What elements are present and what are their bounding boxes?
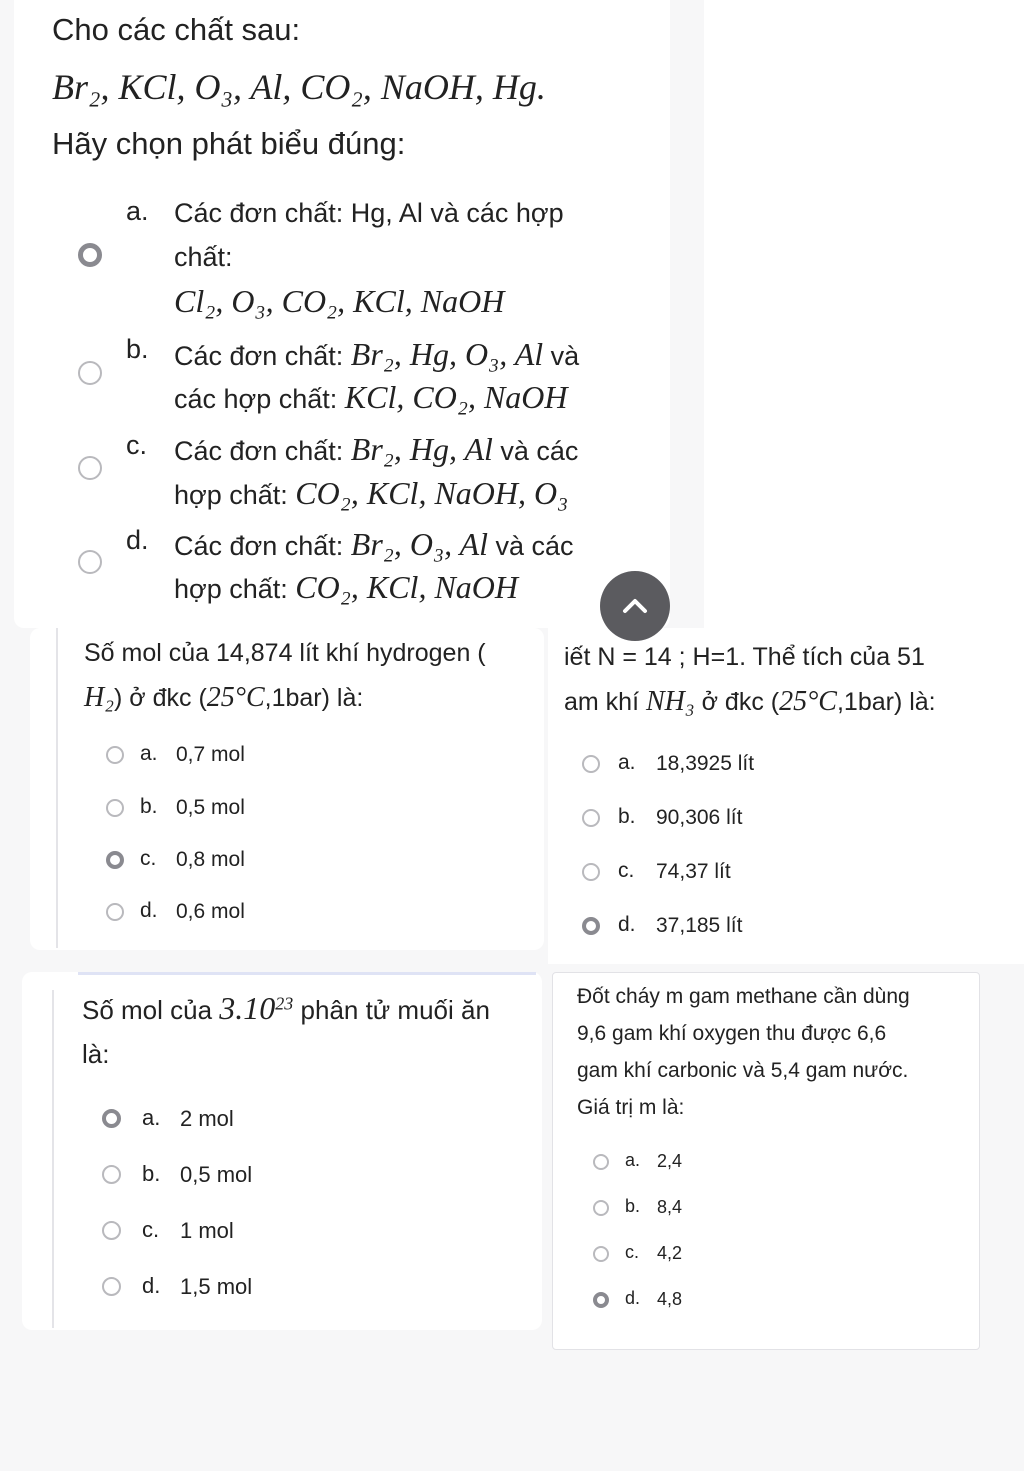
question-5-line: gam khí carbonic và 5,4 gam nước. [577, 1059, 909, 1082]
option-formula: Br₂, O₃, Al [350, 526, 489, 562]
option-text: Các đơn chất: [174, 436, 351, 466]
question-4-formula: 3.10 [219, 990, 276, 1026]
option-letter: d. [140, 899, 158, 922]
question-3-formula: NH₃ [645, 686, 695, 717]
option-text: và các [492, 436, 579, 466]
option-letter: a. [625, 1150, 641, 1170]
option-letter: d. [126, 525, 149, 555]
option-text-line [174, 563, 518, 613]
option-text: 18,3925 lít [656, 752, 755, 775]
radio-button[interactable] [78, 243, 102, 267]
question-2-text: ,1bar) là: [264, 684, 364, 712]
option-text-line: Các đơn chất: Hg, Al và các hợp [174, 198, 564, 228]
option-letter: b. [140, 795, 158, 818]
radio-button[interactable] [106, 851, 124, 869]
question-5-line: 9,6 gam khí oxygen thu được 6,6 [577, 1022, 887, 1045]
question-card-3 [548, 628, 1024, 964]
card-top-accent [78, 972, 536, 975]
radio-button[interactable] [106, 799, 124, 817]
question-card-2 [30, 628, 544, 950]
option-letter: b. [618, 805, 636, 828]
radio-button[interactable] [102, 1109, 121, 1128]
radio-button[interactable] [78, 550, 102, 574]
question-4-line2: là: [82, 1039, 110, 1069]
option-text: 1 mol [180, 1218, 234, 1243]
question-4-line1 [82, 984, 490, 1034]
radio-button[interactable] [593, 1246, 609, 1262]
radio-button[interactable] [593, 1154, 609, 1170]
radio-button[interactable] [582, 755, 600, 773]
option-letter: b. [625, 1196, 641, 1216]
question-1-prompt: Hãy chọn phát biểu đúng: [52, 126, 406, 161]
option-text: 37,185 lít [656, 914, 743, 937]
option-letter: a. [126, 196, 149, 226]
question-4-text: Số mol của [82, 995, 220, 1025]
radio-button[interactable] [78, 456, 102, 480]
option-letter: d. [625, 1288, 641, 1308]
option-letter: a. [140, 742, 158, 765]
option-formula: CO₂, KCl, NaOH [295, 569, 518, 605]
question-card-4 [22, 972, 542, 1330]
option-letter: a. [142, 1105, 161, 1130]
question-5-line: Giá trị m là: [577, 1096, 685, 1119]
option-formula: Cl₂, O₃, CO₂, KCl, NaOH [174, 283, 505, 319]
option-text: 0,7 mol [176, 743, 245, 766]
question-card-1 [14, 0, 670, 628]
question-2-formula: H₂ [84, 682, 114, 713]
option-text: 74,37 lít [656, 860, 731, 883]
option-text: 1,5 mol [180, 1274, 253, 1299]
question-3-text: ,1bar) là: [836, 688, 936, 716]
question-3-temp: 25°C [779, 686, 837, 717]
radio-button[interactable] [593, 1200, 609, 1216]
radio-button[interactable] [106, 746, 124, 764]
option-letter: c. [142, 1217, 160, 1242]
question-card-5 [552, 972, 980, 1350]
question-4-text: phân tử muối ăn [293, 995, 490, 1025]
option-text: 0,5 mol [176, 796, 245, 819]
question-5-line: Đốt cháy m gam methane cần dùng [577, 985, 910, 1008]
option-formula: CO₂, KCl, NaOH, O₃ [295, 475, 569, 511]
question-1-intro: Cho các chất sau: [52, 12, 301, 47]
question-3-text: ở đkc ( [694, 688, 780, 716]
option-letter: d. [142, 1273, 161, 1298]
option-text: Các đơn chất: [174, 531, 351, 561]
radio-button[interactable] [582, 863, 600, 881]
option-text: hợp chất: [174, 480, 296, 510]
question-3-line1: iết N = 14 ; H=1. Thể tích của 51 [564, 643, 925, 671]
option-letter: c. [140, 847, 157, 870]
chevron-up-icon [621, 597, 649, 615]
option-formula: Br₂, Hg, O₃, Al [350, 336, 544, 372]
option-letter: b. [142, 1161, 161, 1186]
question-4-exponent: 23 [275, 993, 294, 1014]
option-text: 4,8 [657, 1289, 683, 1309]
option-text: và [543, 341, 580, 371]
scroll-to-top-button[interactable] [600, 571, 670, 641]
radio-button[interactable] [102, 1277, 121, 1296]
option-text: 8,4 [657, 1197, 683, 1217]
option-text-line [174, 425, 578, 475]
radio-button[interactable] [102, 1165, 121, 1184]
question-2-line1: Số mol của 14,874 lít khí hydrogen ( [84, 639, 486, 667]
option-letter: d. [618, 913, 636, 936]
card-divider [52, 990, 54, 1328]
radio-button[interactable] [582, 917, 600, 935]
option-formula: KCl, CO₂, NaOH [344, 379, 568, 415]
option-letter: b. [126, 334, 149, 364]
option-letter: c. [126, 430, 148, 460]
radio-button[interactable] [593, 1292, 609, 1308]
radio-button[interactable] [582, 809, 600, 827]
option-text: 90,306 lít [656, 806, 743, 829]
question-2-text: ở đkc [122, 684, 199, 712]
card-divider [56, 628, 58, 948]
option-letter: a. [618, 751, 636, 774]
option-text: 2 mol [180, 1106, 234, 1131]
question-3-text: am khí [564, 688, 646, 716]
option-text-line [174, 469, 568, 519]
radio-button[interactable] [102, 1221, 121, 1240]
option-text-line: chất: [174, 242, 233, 272]
option-text: 2,4 [657, 1151, 683, 1171]
option-formula: Br₂, Hg, Al [350, 431, 493, 467]
radio-button[interactable] [78, 361, 102, 385]
option-text: hợp chất: [174, 574, 296, 604]
question-3-line2 [564, 680, 936, 723]
option-text: 0,5 mol [180, 1162, 253, 1187]
question-2-temp: 25°C [206, 682, 265, 713]
option-text: và các [488, 531, 574, 561]
question-2-line2: H₂) ở đkc (25°C,1bar) là: [84, 682, 364, 713]
option-text: 0,6 mol [176, 900, 245, 923]
radio-button[interactable] [106, 903, 124, 921]
option-text: 0,8 mol [176, 848, 245, 871]
option-letter: c. [625, 1242, 640, 1262]
option-letter: c. [618, 859, 635, 882]
option-text-line [174, 373, 568, 423]
side-panel [704, 0, 1024, 628]
option-text: 4,2 [657, 1243, 683, 1263]
question-1-formula-list: Br₂, KCl, O₃, Al, CO₂, NaOH, Hg. [52, 67, 546, 107]
option-text: các hợp chất: [174, 384, 345, 414]
option-text: Các đơn chất: [174, 341, 351, 371]
